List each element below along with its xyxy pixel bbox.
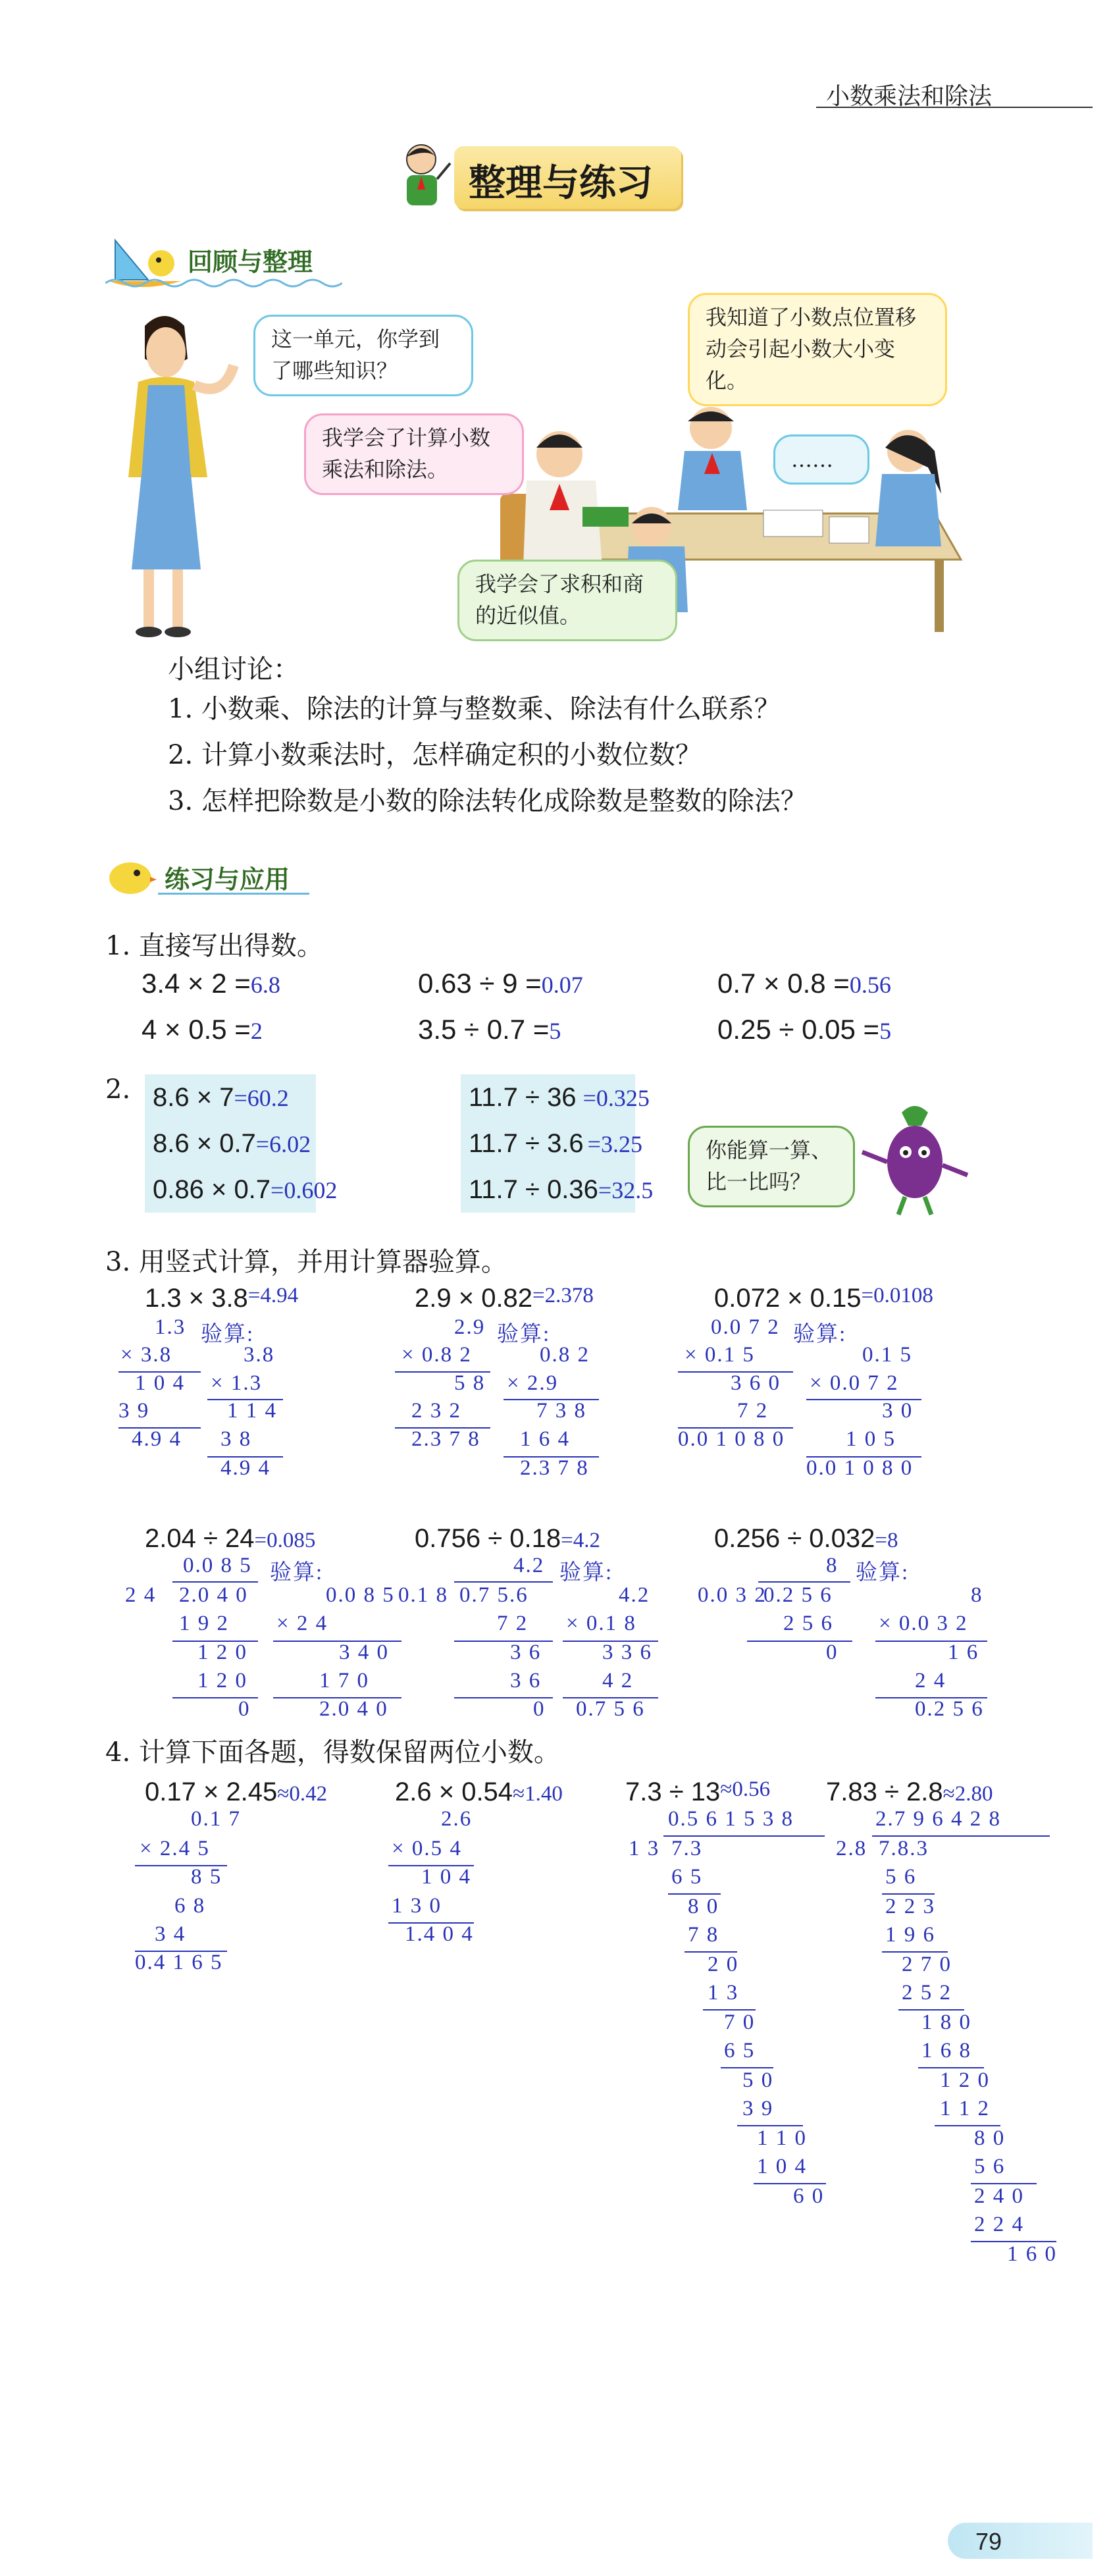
work-line: 0.7 5 6 [576,1697,645,1721]
work-line: 2 5 2 [902,1981,952,2005]
p3-answer: =8 [875,1529,898,1552]
work-line: 8 0 [688,1895,719,1918]
check-label: 验算: [201,1323,255,1346]
work-line: 5 6 [885,1865,917,1889]
p2-item-2 [153,1129,311,1159]
p1-item-6 [717,1014,891,1045]
work-line: 6 0 [793,2184,825,2208]
work-line: 3 4 [155,1922,186,1946]
work-line: 1 7 0 [319,1669,369,1693]
p4-item-2 [395,1777,563,1807]
bubble-approx [457,560,677,641]
work-line: 2 2 3 [885,1895,935,1918]
p4-item-3 [625,1777,770,1807]
work-line: 0.2 5 6 [763,1583,833,1607]
work-line: × 0.1 5 [685,1343,755,1367]
teacher-illustration [92,306,250,648]
work-line: 1 1 2 [940,2097,990,2120]
work-line: 3 6 [510,1641,542,1664]
p1-item-3 [717,968,891,999]
p3-expr: 0.072 × 0.15 [714,1284,862,1313]
work-line: 1 3 0 [392,1894,442,1918]
discussion-q3: 3. 怎样把除数是小数的除法转化成除数是整数的除法？ [168,786,807,816]
work-line: 1 0 4 [421,1865,471,1889]
discussion-q2: 2. 计算小数乘法时，怎样确定积的小数位数？ [168,740,702,770]
p1-item-2 [418,968,583,999]
p2-answer: =32.5 [598,1177,654,1203]
work-line: 0.0 8 5 [326,1583,395,1607]
p4-answer: ≈0.56 [720,1777,771,1801]
work-line: 3 0 [882,1399,914,1423]
work-line: 5 6 [974,2155,1006,2178]
work-line: 0.1 8 [398,1583,448,1607]
work-line: 1 6 4 [520,1427,570,1451]
p1-item-4 [142,1014,263,1045]
p2-answer: =0.325 [582,1085,650,1111]
p1-expr: 3.4 × 2 = [142,968,251,999]
work-line: 0.7 5.6 [459,1583,529,1607]
p3-expr: 1.3 × 3.8 [145,1284,248,1313]
work-line: 3.8 [244,1343,275,1367]
work-line: 2 5 6 [783,1612,833,1635]
work-line: × 2 4 [276,1612,328,1635]
work-line: 1 0 4 [757,2155,807,2178]
work-line: 6 5 [724,2039,756,2063]
page-title: 整理与练习 [469,161,653,205]
p4-expr: 2.6 × 0.54 [395,1777,513,1806]
p2-item-6 [469,1175,653,1205]
p2-expr: 11.7 ÷ 36 [469,1083,577,1112]
work-line: 2.0 4 0 [179,1583,248,1607]
work-line: 8 5 [191,1865,222,1889]
work-line: 1 9 6 [885,1923,935,1947]
work-line: 0.1 5 [862,1343,912,1367]
p1-item-1 [142,968,280,999]
section-header: 小数乘法和除法 [826,83,993,110]
bubble-decimal-point-text: 我知道了小数点位置移动会引起小数大小变化。 [706,305,917,393]
work-line: 5 8 [454,1371,486,1395]
p3-item-2 [415,1284,594,1313]
work-line: 7.3 [671,1837,703,1860]
work-line: 1.3 [155,1315,186,1339]
p1-answer: 0.07 [541,972,583,998]
work-line: 2 2 4 [974,2213,1024,2236]
bubble-approx-text: 我学会了求积和商的近似值。 [475,571,644,628]
p4-item-4 [826,1777,993,1807]
p1-expr: 0.63 ÷ 9 = [418,968,542,999]
p2-answer: =3.25 [587,1131,642,1157]
p4-answer: ≈1.40 [513,1782,563,1806]
work-line: 2 7 0 [902,1953,952,1976]
bubble-learned-calc [304,413,524,495]
work-rule [454,1581,553,1583]
p3-answer: =2.378 [532,1284,594,1307]
work-line: × 0.0 7 2 [810,1371,899,1395]
work-line: 4 2 [602,1669,634,1693]
p2-item-1 [153,1083,289,1113]
work-line: 2.8 [836,1837,867,1860]
p1-answer: 0.56 [849,972,891,998]
review-heading: 回顾与整理 [188,247,313,276]
work-line: 3 4 0 [339,1641,389,1664]
p4-expr: 7.3 ÷ 13 [625,1777,721,1806]
work-line: 1 9 2 [179,1612,229,1635]
p3-answer: =0.0108 [861,1284,933,1307]
work-line: 1 3 [629,1837,660,1860]
work-line: 0.1 7 [191,1807,241,1831]
work-line: 0.0 7 2 [711,1315,780,1339]
p1-answer: 5 [549,1018,561,1044]
p3-answer: =4.94 [247,1284,299,1307]
work-line: 4.9 4 [220,1456,271,1480]
p4-answer: ≈0.42 [277,1782,328,1806]
work-line: 0.0 3 2 [698,1583,767,1607]
p1-expr: 4 × 0.5 = [142,1014,251,1045]
work-line: 0 [238,1697,251,1721]
p2-item-3 [153,1175,337,1205]
work-line: 0.2 5 6 [915,1697,984,1721]
work-line: 1 3 [708,1981,739,2005]
discussion-label: 小组讨论： [168,654,299,685]
bubble-learned-calc-text: 我学会了计算小数乘法和除法。 [322,425,491,482]
work-line: 2.3 7 8 [411,1427,480,1451]
check-label: 验算: [270,1561,324,1585]
work-line: 2 4 0 [974,2184,1024,2208]
work-line: 7.8.3 [879,1837,929,1860]
work-line: × 2.4 5 [140,1837,210,1860]
work-line: 3 9 [742,2097,774,2120]
page-number-tab [948,2523,1093,2559]
work-line: 4.2 [619,1583,650,1607]
title-boy-icon [395,140,454,212]
work-line: 6 8 [174,1894,206,1918]
eggplant-mascot-icon [856,1099,974,1218]
work-line: 1 2 0 [940,2068,990,2092]
p2-answer: =60.2 [234,1085,289,1111]
work-line: 2 4 [915,1669,946,1693]
p2-expr: 0.86 × 0.7 [153,1175,271,1204]
p1-expr: 3.5 ÷ 0.7 = [418,1014,550,1045]
practice-heading: 练习与应用 [165,864,290,894]
work-line: 0.4 1 6 5 [135,1951,223,1974]
work-rule [172,1581,258,1583]
work-line: 3 3 6 [602,1641,652,1664]
p4-label: 4. 计算下面各题，得数保留两位小数。 [105,1737,560,1768]
p1-answer: 5 [879,1018,892,1044]
work-line: 1.4 0 4 [405,1922,474,1946]
p3-answer: =4.2 [561,1529,601,1552]
work-line: 3 6 [510,1669,542,1693]
p2-label: 2. [105,1074,131,1105]
work-line: 2 4 [125,1583,157,1607]
header-rule [816,107,1093,108]
p1-expr: 0.7 × 0.8 = [717,968,850,999]
p2-expr: 8.6 × 0.7 [153,1129,256,1158]
work-line: 0.0 1 0 8 0 [678,1427,785,1451]
page-number: 79 [975,2528,1002,2555]
p1-answer: 2 [250,1018,263,1044]
work-line: × 0.8 2 [401,1343,472,1367]
p2-expr: 11.7 ÷ 3.6 [469,1129,584,1158]
work-line: 1 6 8 [921,2039,971,2063]
work-line: 2.3 7 8 [520,1456,589,1480]
work-line: 0.5 6 1 5 3 8 [668,1807,794,1831]
p3-expr: 0.756 ÷ 0.18 [415,1524,561,1553]
p1-answer: 6.8 [250,972,280,998]
work-line: × 0.0 3 2 [879,1612,968,1635]
work-line: 1 1 4 [227,1399,277,1423]
work-line: 2 0 [708,1953,739,1976]
work-line: 1 0 5 [846,1427,896,1451]
p3-item-1 [145,1284,298,1313]
p2-item-4 [469,1083,650,1113]
check-label: 验算: [497,1323,551,1346]
p4-item-1 [145,1777,327,1807]
work-line: 7 3 8 [536,1399,586,1423]
p1-label: 1. 直接写出得数。 [105,931,323,961]
discussion-q1: 1. 小数乘、除法的计算与整数乘、除法有什么联系？ [168,694,781,724]
work-line: 7 0 [724,2011,756,2034]
p3-expr: 2.9 × 0.82 [415,1284,533,1313]
p3-answer: =0.085 [254,1529,316,1552]
bubble-ellipsis-text: …… [791,447,833,472]
teacher-speech-bubble [253,315,473,396]
work-line: 0 [533,1697,546,1721]
p3-expr: 2.04 ÷ 24 [145,1524,255,1553]
work-line: 2.0 4 0 [319,1697,388,1721]
work-line: 5 0 [742,2068,774,2092]
work-line: 3 8 [220,1427,252,1451]
chick-icon [104,854,157,897]
work-line: 0 [826,1641,839,1664]
p3-item-3 [714,1284,933,1313]
work-line: 1 6 0 [1007,2242,1057,2266]
p2-answer: =0.602 [271,1177,338,1203]
work-line: × 2.9 [507,1371,559,1395]
p1-item-5 [418,1014,561,1045]
work-line: × 1.3 [211,1371,263,1395]
practice-underline [158,893,309,895]
work-line: × 3.8 [120,1343,172,1367]
work-rule [758,1581,850,1583]
work-line: 0.0 1 0 8 0 [806,1456,914,1480]
work-line: 4.2 [513,1554,545,1577]
work-line: 1 2 0 [197,1669,247,1693]
work-line: × 0.1 8 [566,1612,636,1635]
p2-item-5 [469,1129,642,1159]
p3-expr: 0.256 ÷ 0.032 [714,1524,875,1553]
work-line: 2.9 [454,1315,486,1339]
p3-item-4 [145,1524,315,1554]
work-line: 0.0 8 5 [183,1554,252,1577]
check-label: 验算: [559,1561,613,1585]
work-line: 2 3 2 [411,1399,461,1423]
p2-answer: =6.02 [255,1131,311,1157]
work-line: 7 8 [688,1923,719,1947]
work-line: 7 2 [497,1612,529,1635]
work-line: 1 1 0 [757,2126,807,2150]
p3-item-5 [415,1524,600,1554]
p2-bubble-text: 你能算一算、比一比吗？ [706,1138,833,1194]
work-line: 2.6 [441,1807,473,1831]
work-line: 1 0 4 [135,1371,185,1395]
work-line: × 0.5 4 [392,1837,462,1860]
p2-expr: 8.6 × 7 [153,1083,234,1112]
check-label: 验算: [793,1323,847,1346]
work-line: 1 8 0 [921,2011,971,2034]
work-line: 7 2 [737,1399,769,1423]
work-line: 1 2 0 [197,1641,247,1664]
p1-expr: 0.25 ÷ 0.05 = [717,1014,880,1045]
work-line: 1 6 [948,1641,979,1664]
p4-expr: 0.17 × 2.45 [145,1777,278,1806]
bubble-decimal-point [688,293,947,406]
p4-answer: ≈2.80 [943,1782,993,1806]
p3-item-6 [714,1524,898,1554]
teacher-bubble-text: 这一单元，你学到了哪些知识？ [271,327,440,383]
check-label: 验算: [856,1561,910,1585]
p4-expr: 7.83 ÷ 2.8 [826,1777,943,1806]
work-line: 8 [826,1554,839,1577]
work-line: 3 6 0 [731,1371,781,1395]
bubble-ellipsis [773,434,869,485]
wave-divider [105,276,342,290]
work-line: 4.9 4 [132,1427,182,1451]
work-line: 2.7 9 6 4 2 8 [875,1807,1001,1831]
work-line: 3 9 [118,1399,150,1423]
p2-expr: 11.7 ÷ 0.36 [469,1175,598,1204]
work-line: 8 0 [974,2126,1006,2150]
work-line: 0.8 2 [540,1343,590,1367]
p2-speech-bubble [688,1126,855,1207]
p3-label: 3. 用竖式计算，并用计算器验算。 [105,1247,507,1277]
work-line: 8 [971,1583,983,1607]
work-line: 6 5 [671,1865,703,1889]
